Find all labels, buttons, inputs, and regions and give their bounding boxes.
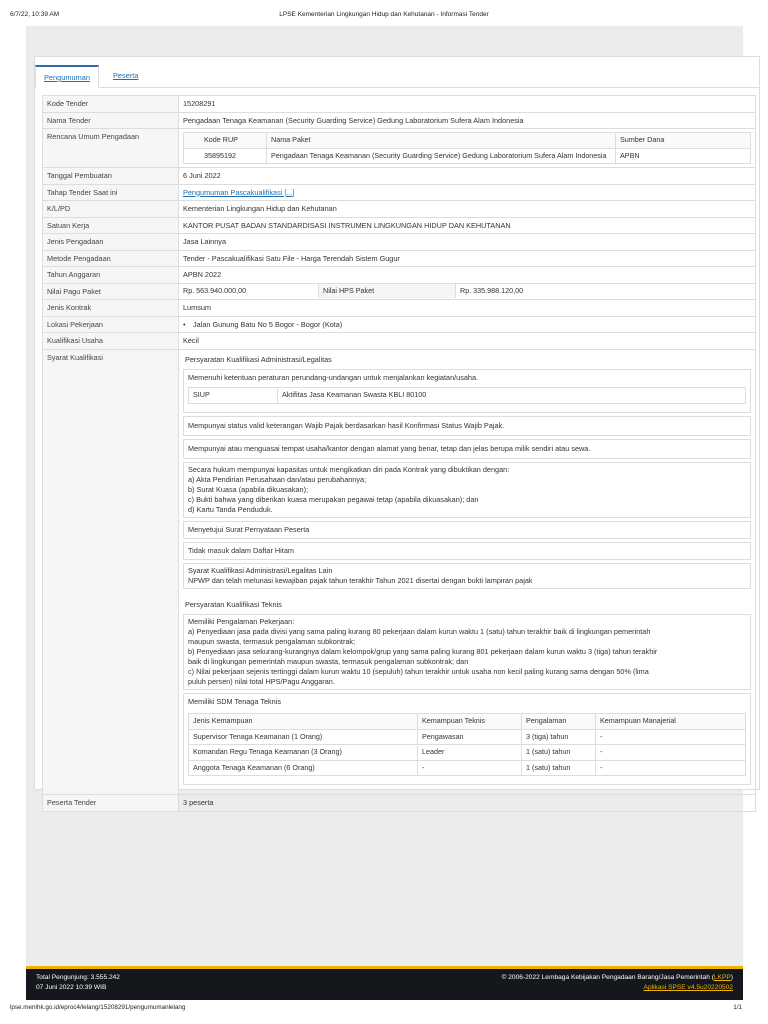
visitor-count: Total Pengunjung: 3.555.242 [36, 974, 120, 981]
row-nama-tender [43, 112, 756, 129]
label-nama-tender: Nama Tender [43, 112, 179, 129]
print-title: LPSE Kementerian Lingkungan Hidup dan Kehutanan - Informasi Tender [279, 11, 489, 18]
footer-stripe [26, 966, 743, 969]
sdm-cell: - [596, 729, 746, 745]
label-rup: Rencana Umum Pengadaan [43, 129, 179, 168]
lain-title: Syarat Kualifikasi Administrasi/Legalitas Lain [188, 565, 333, 575]
copyright-line [502, 973, 733, 983]
row-klpd [43, 201, 756, 218]
row-rup [43, 129, 756, 168]
value-peserta: 3 peserta [179, 795, 756, 812]
pengalaman-box [183, 614, 751, 690]
row-jenis-kontrak [43, 300, 756, 317]
izin-text: Memenuhi ketentuan peraturan perundang-undangan untuk menjalankan kegiatan/usaha. [188, 373, 479, 382]
sdm-table [188, 713, 746, 776]
pengalaman-line: Memiliki Pengalaman Pekerjaan: [188, 617, 295, 626]
sdm-cell: 1 (satu) tahun [522, 745, 596, 761]
sdm-header: Kemampuan Manajerial [596, 714, 746, 730]
label-syarat: Syarat Kualifikasi [43, 349, 179, 795]
label-jenis-pengadaan: Jenis Pengadaan [43, 234, 179, 251]
row-jenis-pengadaan [43, 234, 756, 251]
label-peserta: Peserta Tender [43, 795, 179, 812]
tab-peserta[interactable]: Peserta [113, 71, 139, 80]
value-kualifikasi-usaha: Kecil [179, 333, 756, 350]
kapasitas-box [183, 462, 751, 518]
row-syarat [43, 349, 756, 795]
label-kode-tender: Kode Tender [43, 96, 179, 113]
teknis-title: Persyaratan Kualifikasi Teknis [185, 599, 282, 609]
izin-table [188, 387, 746, 404]
nilai-table [179, 284, 755, 299]
label-lokasi: Lokasi Pekerjaan [43, 316, 179, 333]
pengalaman-line: a) Penyediaan jasa pada divisi yang sama paling kurang 80 pekerjaan dalam kurun waktu 1 (satu) tahun terakhir baik di lingkungan pemerintah [188, 627, 651, 636]
pengalaman-line: maupun swasta, termasuk pengalaman subkontrak; [188, 637, 356, 646]
nilai-cell [179, 283, 756, 300]
print-url: lpse.menlhk.go.id/eproc4/lelang/15208291/pengumumanlelang [10, 1004, 186, 1011]
value-klpd: Kementerian Lingkungan Hidup dan Kehutanan [179, 201, 756, 218]
row-tahun-anggaran [43, 267, 756, 284]
daftar-hitam-text: Tidak masuk dalam Daftar Hitam [183, 542, 751, 560]
kapasitas-line: Secara hukum mempunyai kapasitas untuk mengikatkan diri pada Kontrak yang dibuktikan dengan: [188, 464, 510, 474]
tahap-link[interactable]: Pengumuman Pascakualifikasi [...] [183, 187, 295, 197]
print-datetime: 6/7/22, 10:39 AM [10, 11, 60, 18]
kapasitas-line: d) Kartu Tanda Penduduk. [188, 504, 273, 514]
value-tahun-anggaran: APBN 2022 [179, 267, 756, 284]
label-tahap: Tahap Tender Saat ini [43, 184, 179, 201]
sdm-cell: 3 (tiga) tahun [522, 729, 596, 745]
pengalaman-line: puluh persen) nilai total HPS/Pagu Anggaran. [188, 677, 335, 686]
rup-kode: 35895192 [184, 148, 267, 164]
value-kode-tender: 15208291 [179, 96, 756, 113]
footer-left [36, 973, 120, 993]
sdm-cell: Leader [418, 745, 522, 761]
sdm-header: Jenis Kemampuan [189, 714, 418, 730]
row-tahap [43, 184, 756, 201]
sdm-header: Kemampuan Teknis [418, 714, 522, 730]
row-tanggal [43, 168, 756, 185]
rup-cell [179, 129, 756, 168]
sdm-title: Memiliki SDM Tenaga Teknis [188, 697, 282, 706]
sdm-cell: - [596, 760, 746, 776]
sdm-cell: 1 (satu) tahun [522, 760, 596, 776]
sdm-row [189, 729, 746, 745]
tab-bar [35, 65, 759, 88]
sdm-box [183, 693, 751, 785]
sdm-header: Pengalaman [522, 714, 596, 730]
print-header [0, 0, 768, 26]
value-satuan-kerja: KANTOR PUSAT BADAN STANDARDISASI INSTRUMEN LINGKUNGAN HIDUP DAN KEHUTANAN [179, 217, 756, 234]
label-klpd: K/L/PD [43, 201, 179, 218]
kapasitas-line: a) Akta Pendirian Perusahaan dan/atau perubahannya; [188, 474, 367, 484]
row-metode [43, 250, 756, 267]
tender-detail-table [42, 95, 756, 812]
row-lokasi [43, 316, 756, 333]
sdm-row [189, 745, 746, 761]
row-satuan-kerja [43, 217, 756, 234]
value-nama-tender: Pengadaan Tenaga Keamanan (Security Guarding Service) Gedung Laboratorium Sufera Alam Indonesia [179, 112, 756, 129]
kapasitas-line: c) Bukti bahwa yang diberikan kuasa merupakan pegawai tetap (apabila dikuasakan); dan [188, 494, 479, 504]
value-tanggal: 6 Juni 2022 [179, 168, 756, 185]
lkpp-link[interactable]: LKPP [713, 974, 731, 981]
npwp-text: Mempunyai status valid keterangan Wajib Pajak berdasarkan hasil Konfirmasi Status Wajib Pajak. [183, 416, 751, 436]
rup-table [183, 132, 751, 164]
pengalaman-line: baik di lingkungan pemerintah maupun swasta, termasuk pengalaman subkontrak; dan [188, 657, 469, 666]
syarat-cell [179, 349, 756, 795]
row-kualifikasi-usaha [43, 333, 756, 350]
value-nilai-pagu: Rp. 563.940.000,00 [179, 284, 319, 299]
label-nilai-pagu: Nilai Pagu Paket [43, 283, 179, 300]
value-jenis-kontrak: Lumsum [179, 300, 756, 317]
rup-header-kode: Kode RUP [184, 133, 267, 149]
rup-sumber: APBN [616, 148, 751, 164]
kapasitas-line: b) Surat Kuasa (apabila dikuasakan); [188, 484, 309, 494]
lokasi-cell [179, 316, 756, 333]
pengalaman-line: b) Penyediaan jasa sekurang-kurangnya dalam kelompok/grup yang sama paling kurang 801 pekerjaan dalam kurun waktu 3 (tiga) tahun terakhir [188, 647, 658, 656]
admin-title: Persyaratan Kualifikasi Administrasi/Legalitas [185, 354, 332, 364]
build-date: 07 Juni 2022 10:39 WIB [36, 984, 107, 991]
value-nilai-hps: Rp. 335.988.120,00 [460, 285, 524, 295]
copyright-end: ) [730, 974, 733, 981]
pengalaman-line: c) Nilai pekerjaan sejenis tertinggi dalam kurun waktu 10 (sepuluh) tahun terakhir untuk usaha non kecil paling kurang sama dengan 50% (lima [188, 667, 649, 676]
site-footer [26, 966, 743, 1000]
rup-header-sumber: Sumber Dana [616, 133, 751, 149]
row-kode-tender [43, 96, 756, 113]
copyright-text: © 2006-2022 Lembaga Kebijakan Pengadaan Barang/Jasa Pemerintah ( [501, 974, 714, 981]
sdm-cell: Pengawasan [418, 729, 522, 745]
izin-box [183, 369, 751, 413]
row-nilai-pagu [43, 283, 756, 300]
value-jenis-pengadaan: Jasa Lainnya [179, 234, 756, 251]
tahap-cell [179, 184, 756, 201]
lain-box [183, 563, 751, 589]
label-nilai-hps: Nilai HPS Paket [319, 284, 456, 299]
footer-right [502, 973, 733, 993]
label-satuan-kerja: Satuan Kerja [43, 217, 179, 234]
value-metode: Tender - Pascakualifikasi Satu File - Harga Terendah Sistem Gugur [179, 250, 756, 267]
tender-info-panel [34, 56, 760, 807]
alamat-text: Mempunyai atau menguasai tempat usaha/kantor dengan alamat yang benar, tetap dan jelas berupa milik sendiri atau sewa. [183, 439, 751, 459]
rup-header-nama: Nama Paket [267, 133, 616, 149]
label-jenis-kontrak: Jenis Kontrak [43, 300, 179, 317]
label-tanggal: Tanggal Pembuatan [43, 168, 179, 185]
sdm-row [189, 760, 746, 776]
sdm-cell: Anggota Tenaga Keamanan (6 Orang) [189, 760, 418, 776]
sdm-cell: Komandan Regu Tenaga Keamanan (3 Orang) [189, 745, 418, 761]
label-metode: Metode Pengadaan [43, 250, 179, 267]
bullet-icon: • [183, 319, 186, 329]
sdm-cell: - [418, 760, 522, 776]
print-page-number: 1/1 [733, 1004, 742, 1011]
print-footer [0, 1003, 768, 1017]
value-lokasi: Jalan Gunung Batu No 5 Bogor - Bogor (Kota) [193, 319, 343, 329]
sdm-cell: Supervisor Tenaga Keamanan (1 Orang) [189, 729, 418, 745]
rup-nama: Pengadaan Tenaga Keamanan (Security Guarding Service) Gedung Laboratorium Sufera Alam Indonesia [267, 148, 616, 164]
izin-desc: Aktifitas Jasa Keamanan Swasta KBLI 80100 [278, 388, 746, 404]
label-kualifikasi-usaha: Kualifikasi Usaha [43, 333, 179, 350]
lain-text: NPWP dan telah melunasi kewajiban pajak tahun terakhir Tahun 2021 disertai dengan bukti lampiran pajak [188, 575, 533, 585]
tab-pengumuman[interactable]: Pengumuman [35, 65, 99, 88]
app-version-link[interactable]: Aplikasi SPSE v4.5u20220502 [643, 984, 733, 991]
sdm-cell: - [596, 745, 746, 761]
label-tahun-anggaran: Tahun Anggaran [43, 267, 179, 284]
izin-type: SIUP [189, 388, 278, 404]
row-peserta [43, 795, 756, 812]
pernyataan-text: Menyetujui Surat Pernyataan Peserta [183, 521, 751, 539]
